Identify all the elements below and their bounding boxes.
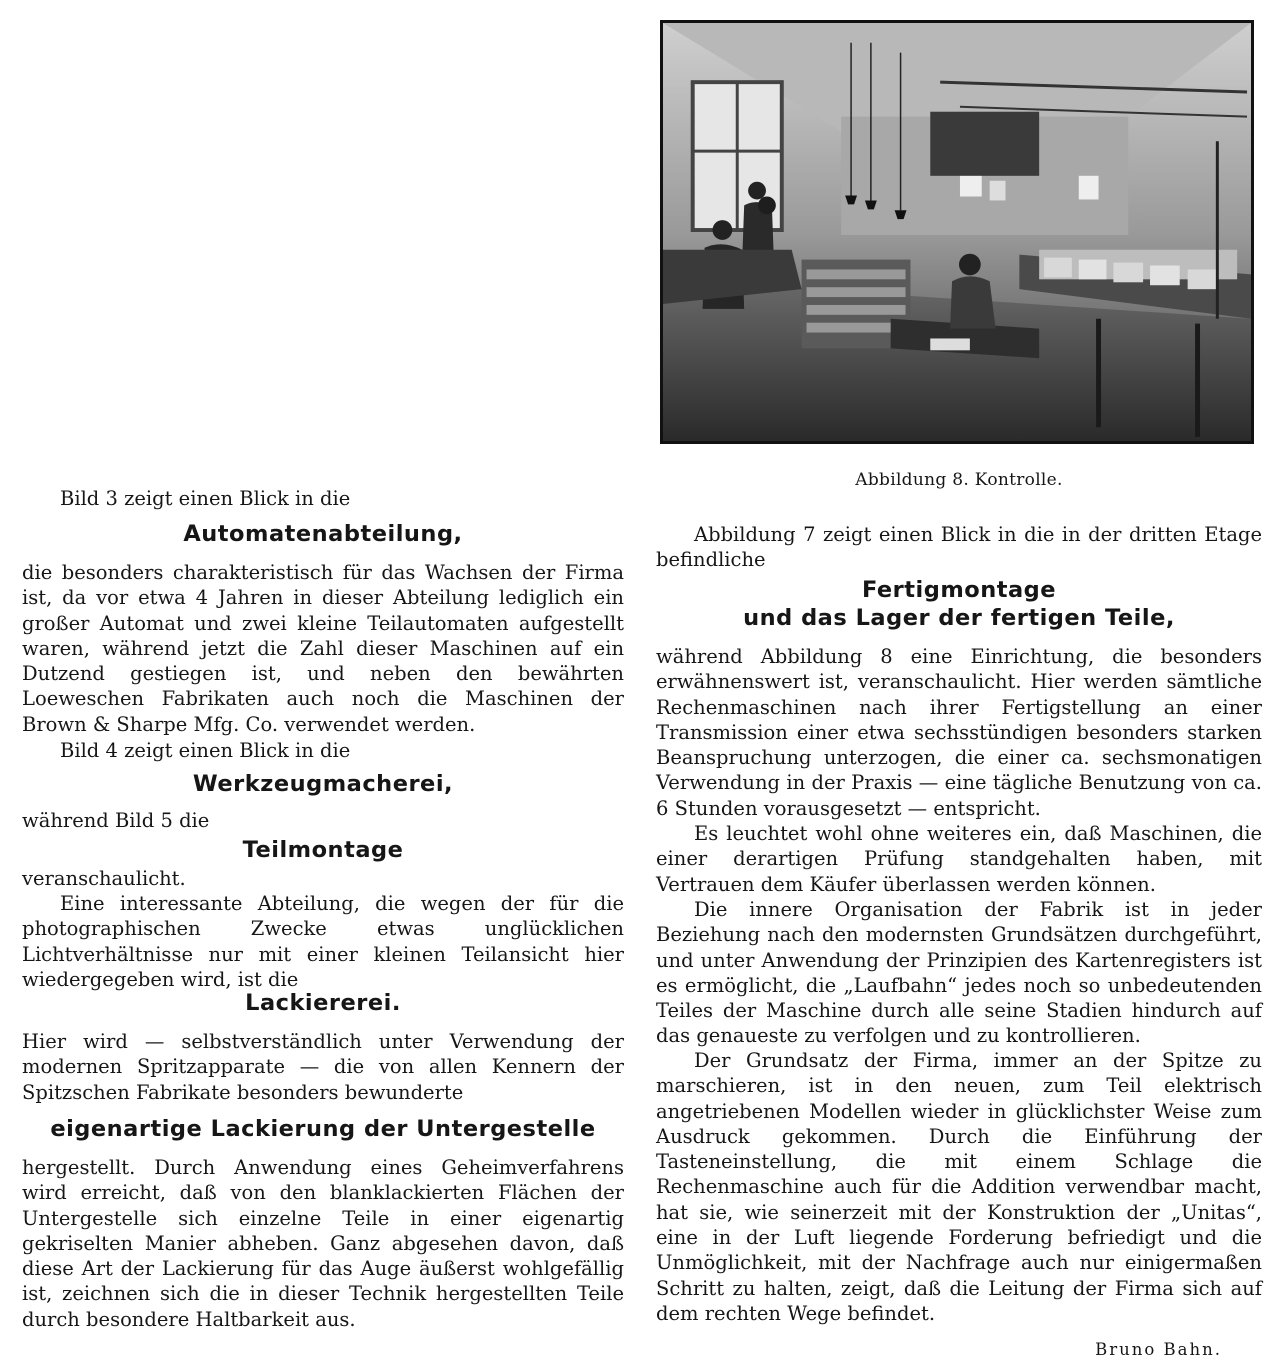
heading-lager-fertigen-teile: und das Lager der fertigen Teile, <box>743 605 1175 631</box>
paragraph-interessante-abteilung: Eine interessante Abteilung, die wegen der für die photographischen Zwecke etwas unglücklichen Lichtverhältnisse nur mit einer kleinen Teilansicht hier wiedergegeben wird, ist die <box>22 892 624 991</box>
paragraph-automatenabteilung: die besonders charakteristisch für das Wachsen der Firma ist, da vor etwa 4 Jahren in dieser Abteilung lediglich ein großer Automat und zwei kleine Teilautomaten aufgestellt waren, während jetzt die Zahl dieser Maschinen auf ein Dutzend gestiegen ist, und neben den bewährten Loeweschen Fabrikaten auch noch die Maschinen der Brown & Sharpe Mfg. Co. verwendet werden. <box>22 561 624 736</box>
heading-werkzeugmacherei: Werkzeugmacherei, <box>192 771 454 797</box>
left-line-veranschaulicht: veranschaulicht. <box>22 867 186 890</box>
figure-caption: Abbildung 8. Kontrolle. <box>855 470 1063 490</box>
author-signature: Bruno Bahn. <box>1095 1340 1222 1359</box>
heading-lackierung-untergestelle: eigenartige Lackierung der Untergestelle <box>50 1116 596 1142</box>
heading-teilmontage: Teilmontage <box>242 837 404 863</box>
heading-automatenabteilung: Automatenabteilung, <box>183 521 463 547</box>
paragraph-abbildung-8: während Abbildung 8 eine Einrichtung, die besonders erwähnenswert ist, veranschaulicht. Hier werden sämtliche Rechenmaschinen nach ihrer Fertigstellung an einer Transmission einer etwa sechsstündigen besonders starken Beanspruchung unterzogen, die einer ca. sechsmonatigen Verwendung in der Praxis — eine tägliche Benutzung von ca. 6 Stunden vorausgesetzt — entspricht. <box>656 645 1262 820</box>
factory-photo <box>660 20 1254 444</box>
heading-lackiererei: Lackiererei. <box>245 990 401 1016</box>
left-line-bild5: während Bild 5 die <box>22 809 210 832</box>
left-intro-2: Bild 4 zeigt einen Blick in die <box>60 739 351 762</box>
heading-fertigmontage: Fertigmontage <box>861 577 1057 603</box>
right-intro: Abbildung 7 zeigt einen Blick in die in der dritten Etage befindliche <box>656 523 1262 572</box>
paragraph-grundsatz: Der Grundsatz der Firma, immer an der Spitze zu marschieren, ist in den neuen, zum Teil elektrisch angetriebenen Modellen wieder in glücklichster Weise zum Ausdruck gekommen. Durch die Einführung der Tasteneinstellung, die mit einem Schlage die Rechenmaschine auch für die Addition verwendbar macht, hat sie, wie seinerzeit mit der Konstruktion der „Unitas“, eine in der Luft liegende Forderung befriedigt und die Unmöglichkeit, mit der Nachfrage auch nur einigermaßen Schritt zu halten, zeigt, daß die Leitung der Firma sich auf dem rechten Wege befindet. <box>656 1049 1262 1325</box>
paragraph-geheimverfahren: hergestellt. Durch Anwendung eines Geheimverfahrens wird erreicht, daß von den blanklackierten Flächen der Untergestelle sich einzelne Teile in einer eigenartig gekriselten Manier abheben. Ganz abgesehen davon, daß diese Art der Lackierung für das Auge äußerst wohlgefällig ist, zeichnen sich die in dieser Technik hergestellten Teile durch besondere Haltbarkeit aus. <box>22 1156 624 1331</box>
paragraph-lackiererei: Hier wird — selbstverständlich unter Verwendung der modernen Spritzapparate — die von allen Kennern der Spitzschen Fabrikate besonders bewunderte <box>22 1030 624 1104</box>
left-intro-1: Bild 3 zeigt einen Blick in die <box>60 487 351 510</box>
paragraph-organisation: Die innere Organisation der Fabrik ist in jeder Beziehung nach den modernsten Grundsätzen durchgeführt, und unter Anwendung der Prinzipien des Kartenregisters ist es ermöglicht, die „Laufbahn“ jedes noch so unbedeutenden Teiles der Maschine durch alle seine Stadien hindurch auf das genaueste zu verfolgen und zu kontrollieren. <box>656 898 1262 1048</box>
paragraph-pruefung: Es leuchtet wohl ohne weiteres ein, daß Maschinen, die einer derartigen Prüfung standgehalten haben, mit Vertrauen dem Käufer überlassen werden können. <box>656 822 1262 896</box>
factory-photo-image <box>663 23 1251 441</box>
